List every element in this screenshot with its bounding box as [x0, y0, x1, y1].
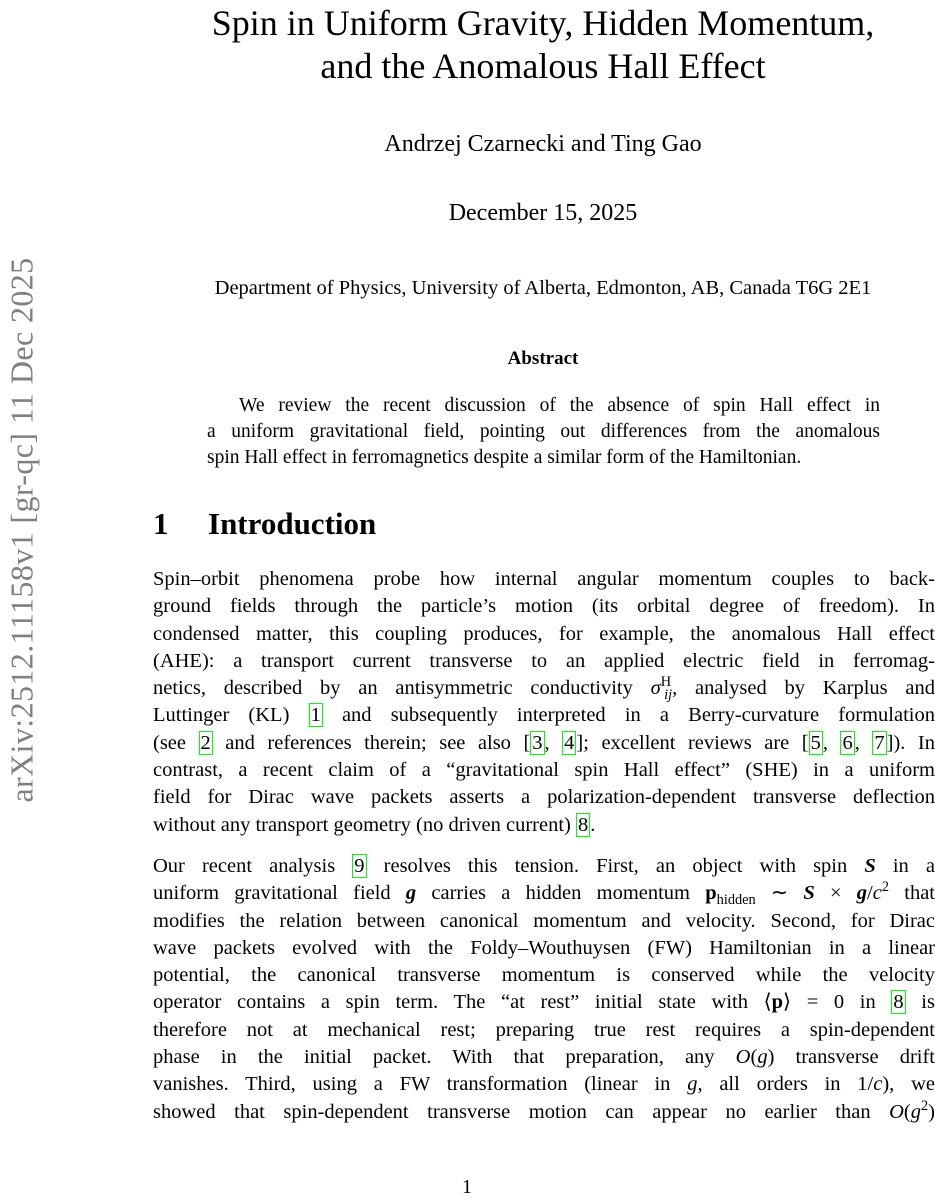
big-o-symbol: O [735, 1046, 751, 1069]
p1-text: netics, described by an antisymmetric conductivity [153, 677, 651, 700]
sigma-symbol: σ [650, 677, 661, 700]
p1-line: contrast, a recent claim of a “gravitational spin Hall effect” (SHE) in a uniform [153, 759, 935, 782]
p2-line: wave packets evolved with the Foldy–Wouthuysen (FW) Hamiltonian in a linear [153, 936, 935, 959]
p2-line: modifies the relation between canonical momentum and velocity. Second, for Dirac [153, 909, 935, 932]
exponent: 2 [921, 1097, 929, 1114]
citation-link[interactable]: 3 [532, 731, 543, 754]
momentum-symbol: p [771, 991, 784, 1014]
p2-line [153, 880, 935, 907]
p2-text: × [814, 882, 857, 905]
exponent: 2 [881, 879, 890, 896]
citation-link[interactable]: 5 [810, 731, 821, 754]
p2-text: ), we [882, 1073, 935, 1096]
p1-text: without any transport geometry (no driven current) [153, 813, 576, 836]
intro-paragraph-2 [153, 853, 935, 1126]
authors: Andrzej Czarnecki and Ting Gao [384, 131, 702, 157]
arxiv-sidebar [0, 200, 44, 860]
p1-text: ). In [893, 731, 935, 754]
sigma-sub: ij [664, 687, 673, 704]
p1-text: . [590, 813, 596, 836]
p1-line: ground fields through the particle’s motion (its orbital degree of freedom). In [153, 595, 935, 618]
p2-text: vanishes. Third, using a FW transformation (linear in [153, 1073, 688, 1096]
p2-text: carries a hidden momentum [416, 882, 706, 905]
p2-text: that [889, 882, 935, 905]
p2-text: , all orders in 1/ [697, 1073, 874, 1096]
abstract-line-2: a uniform gravitational field, pointing out differences from the anomalous [207, 421, 880, 442]
citation-link[interactable]: 9 [354, 855, 365, 877]
p1-text: and references therein; see also [212, 731, 524, 754]
momentum-symbol: p [705, 882, 717, 905]
p1-line: field for Dirac wave packets asserts a polarization-dependent transverse deflection [153, 786, 935, 809]
p1-line: (see 2 and references therein; see also [3, 4]; excellent reviews are [5, 6, 7]). In [153, 731, 935, 754]
paper-title [160, 2, 926, 88]
big-o-symbol: O [889, 1100, 904, 1123]
p2-line [153, 1071, 935, 1098]
page-number: 1 [462, 1176, 472, 1198]
citation-link[interactable]: 4 [564, 731, 575, 754]
citation-link[interactable]: 8 [577, 813, 589, 836]
gravity-symbol: g [757, 1046, 768, 1069]
gravity-symbol: g [687, 1073, 698, 1096]
p2-line: therefore not at mechanical rest; preparing true rest requires a spin-dependent [153, 1018, 935, 1041]
p1-line: (AHE): a transport current transverse to an applied electric field in ferromag- [153, 649, 935, 672]
spin-vector-symbol: S [803, 882, 815, 905]
sigma-sup: H [660, 674, 672, 691]
light-speed-symbol: c [873, 1073, 883, 1096]
gravity-symbol: g [910, 1100, 921, 1123]
p2-line: phase in the initial packet. With that preparation, any O(g) transverse drift [153, 1046, 935, 1069]
citation-link[interactable]: 1 [310, 704, 321, 727]
section-title: Introduction [208, 506, 377, 541]
section-heading [153, 506, 376, 542]
citation-link[interactable]: 8 [893, 991, 904, 1014]
hidden-subscript: hidden [716, 892, 756, 909]
citation-link[interactable]: 6 [842, 731, 853, 754]
p1-text: Luttinger (KL) [153, 704, 309, 727]
light-speed-symbol: c [872, 882, 882, 905]
p2-text: / [867, 882, 873, 905]
arxiv-stamp: arXiv:2512.11158v1 [gr-qc] 11 Dec 2025 [3, 257, 40, 803]
gravity-vector-symbol: g [405, 882, 417, 905]
p2-text: is [905, 991, 935, 1014]
p2-text: ⟩ = 0 in [783, 991, 892, 1014]
p1-line: Spin–orbit phenomena probe how internal angular momentum couples to back- [153, 568, 935, 590]
p2-text: Our recent analysis [153, 855, 353, 877]
spin-vector-symbol: S [864, 855, 876, 877]
section-number: 1 [153, 506, 169, 541]
abstract-line-1: We review the recent discussion of the absence of spin Hall effect in [239, 395, 880, 416]
intro-paragraph-1 [153, 566, 935, 839]
abstract-line-3: spin Hall effect in ferromagnetics despite a similar form of the Hamiltonian. [207, 447, 802, 468]
p2-line [153, 853, 935, 880]
p1-text: , analysed by Karplus and [672, 677, 935, 700]
date: December 15, 2025 [448, 200, 638, 226]
p2-text: showed that spin-dependent transverse motion can appear no earlier than [153, 1100, 890, 1123]
title-line-2: and the Anomalous Hall Effect [320, 46, 766, 86]
p2-text: resolves this tension. First, an object with spin [366, 855, 865, 877]
p2-text: operator contains a spin term. The “at rest” initial state with ⟨ [153, 991, 772, 1014]
p2-line: showed that spin-dependent transverse motion can appear no earlier than $O(g^2)$ [153, 1097, 935, 1123]
p2-text: ) [928, 1100, 935, 1123]
p2-text: in a [875, 855, 935, 877]
p2-text: uniform gravitational field [153, 882, 406, 905]
abstract-heading: Abstract [507, 348, 579, 369]
p1-line [153, 812, 935, 839]
abstract-body [207, 393, 880, 471]
citation-link[interactable]: 7 [874, 731, 885, 754]
p2-text: phase in the initial packet. With that preparation, any [153, 1046, 736, 1069]
p1-line [153, 675, 935, 702]
p2-text: ∼ [755, 882, 804, 905]
title-line-1: Spin in Uniform Gravity, Hidden Momentum, [211, 3, 875, 43]
p1-line [153, 702, 935, 729]
p2-line [153, 989, 935, 1016]
p2-line: potential, the canonical transverse momentum is conserved while the velocity [153, 964, 935, 987]
p2-text: transverse drift [774, 1046, 935, 1069]
p1-text: and subsequently interpreted in a Berry-curvature formulation [322, 704, 935, 727]
p1-text: (see [153, 731, 199, 754]
gravity-vector-symbol: g [856, 882, 868, 905]
citation-link[interactable]: 2 [200, 731, 211, 754]
affiliation: Department of Physics, University of Alberta, Edmonton, AB, Canada T6G 2E1 [214, 277, 872, 299]
p1-line: condensed matter, this coupling produces, for example, the anomalous Hall effect [153, 622, 935, 645]
p1-text: ; excellent reviews are [583, 731, 802, 754]
